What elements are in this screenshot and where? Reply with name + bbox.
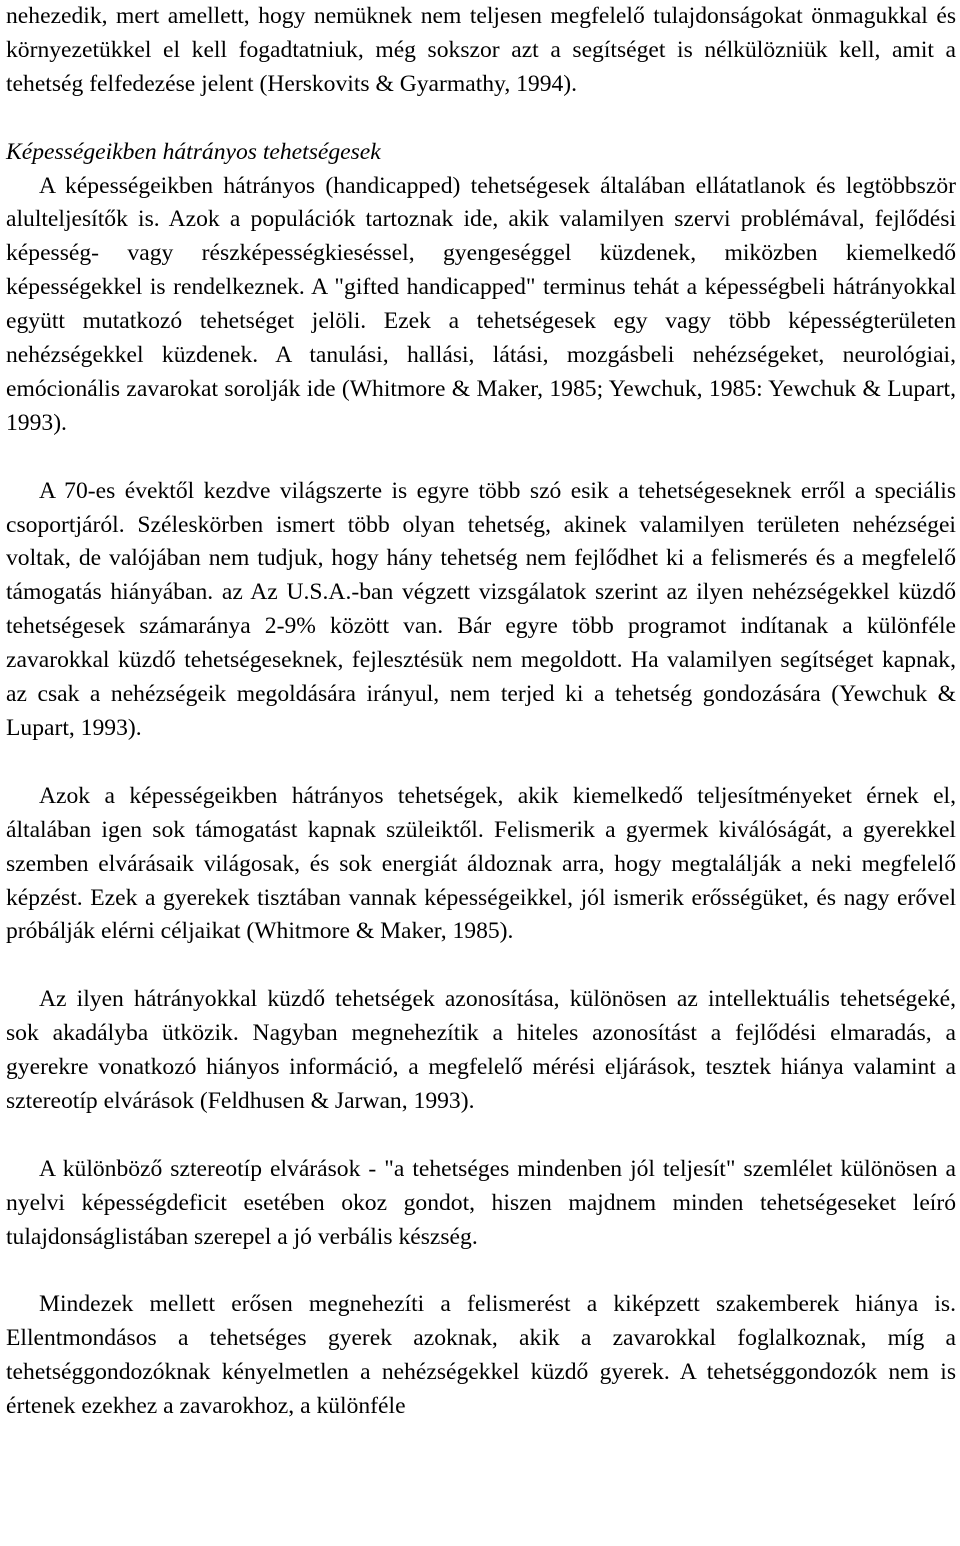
paragraph-specialists: Mindezek mellett erősen megnehezíti a felismerést a kiképzett szakemberek hiánya is. Ellentmondásos a tehetséges gyerek azoknak, akik a zavarokkal foglalkoznak, míg a tehetséggondozóknak kényelmetlen a nehézségekkel küzdő gyerek. A tehetséggondozók nem is értenek ezekhez a zavarokhoz, a különféle [6, 1291, 956, 1420]
paragraph-identification: Az ilyen hátrányokkal küzdő tehetségek azonosítása, különösen az intellektuális tehetségeké, sok akadályba ütközik. Nagyban megnehezítik a hiteles azonosítást a fejlődési elmaradás, a gyerekre vonatkozó hiányos információ, a megfelelő mérési eljárások, tesztek hiánya valamint a sztereotíp elvárások (Feldhusen & Jarwan, 1993). [6, 986, 956, 1114]
section-heading: Képességeikben hátrányos tehetségesek [6, 138, 381, 165]
document-page [6, 0, 956, 1424]
paragraph-stereotypes: A különböző sztereotíp elvárások - "a tehetséges mindenben jól teljesít" szemlélet különösen a nyelvi képességdeficit esetében okoz gondot, hiszen majdnem minden tehetségeseket leíró tulajdonságlistában szerepel a jó verbális készség. [6, 1155, 956, 1250]
paragraph-parental-support: Azok a képességeikben hátrányos tehetségek, akik kiemelkedő teljesítményeket érnek el, általában igen sok támogatást kapnak szüleiktől. Felismerik a gyermek kiválóságát, a gyerekkel szemben elvárásaik világosak, és sok energiát áldoznak arra, hogy megtalálják a neki megfelelő képzést. Ezek a gyerekek tisztában vannak képességeikkel, jól ismerik erősségüket, és nagy erővel próbálják elérni céljaikat (Whitmore & Maker, 1985). [6, 782, 956, 945]
paragraph-seventies: A 70-es évektől kezdve világszerte is egyre több szó esik a tehetségeseknek erről a speciális csoportjáról. Széleskörben ismert több olyan tehetség, akinek valamilyen területen nehézségei voltak, de valójában nem tudjuk, hogy hány tehetség nem fejlődhet ki a felismerés és a megfelelő támogatás hiányában. az Az U.S.A.-ban végzett vizsgálatok szerint az ilyen nehézségekkel küzdő tehetségesek számaránya 2-9% között van. Bár egyre több programot indítanak a különféle zavarokkal küzdő tehetségeseknek, fejlesztésük nem megoldott. Ha valamilyen segítséget kapnak, az csak a nehézségeik megoldására irányul, nem terjed ki a tehetség gondozására (Yewchuk & Lupart, 1993). [6, 477, 956, 741]
paragraph-definition: A képességeikben hátrányos (handicapped) tehetségesek általában ellátatlanok és legtöbbször alulteljesítők is. Azok a populációk tartoznak ide, akik valamilyen szervi problémával, fejlődési képesség- vagy részképességkieséssel, gyengeséggel küzdenek, miközben kiemelkedő képességekkel is rendelkeznek. A "gifted handicapped" terminus tehát a képességbeli hátrányokkal együtt mutatkozó tehetséget jelöli. Ezek a tehetségesek egy vagy több képességterületen nehézségekkel küzdenek. A tanulási, hallási, látási, mozgásbeli nehézségeket, neurológiai, emócionális zavarokat sorolják ide (Whitmore & Maker, 1985; Yewchuk, 1985: Yewchuk & Lupart, 1993). [6, 172, 956, 436]
paragraph-intro-continuation: nehezedik, mert amellett, hogy nemüknek nem teljesen megfelelő tulajdonságokat önmagukkal és környezetükkel el kell fogadtatniuk, még sokszor azt a segítséget is nélkülözniük kell, amit a tehetség felfedezése jelent (Herskovits & Gyarmathy, 1994). [6, 3, 956, 97]
